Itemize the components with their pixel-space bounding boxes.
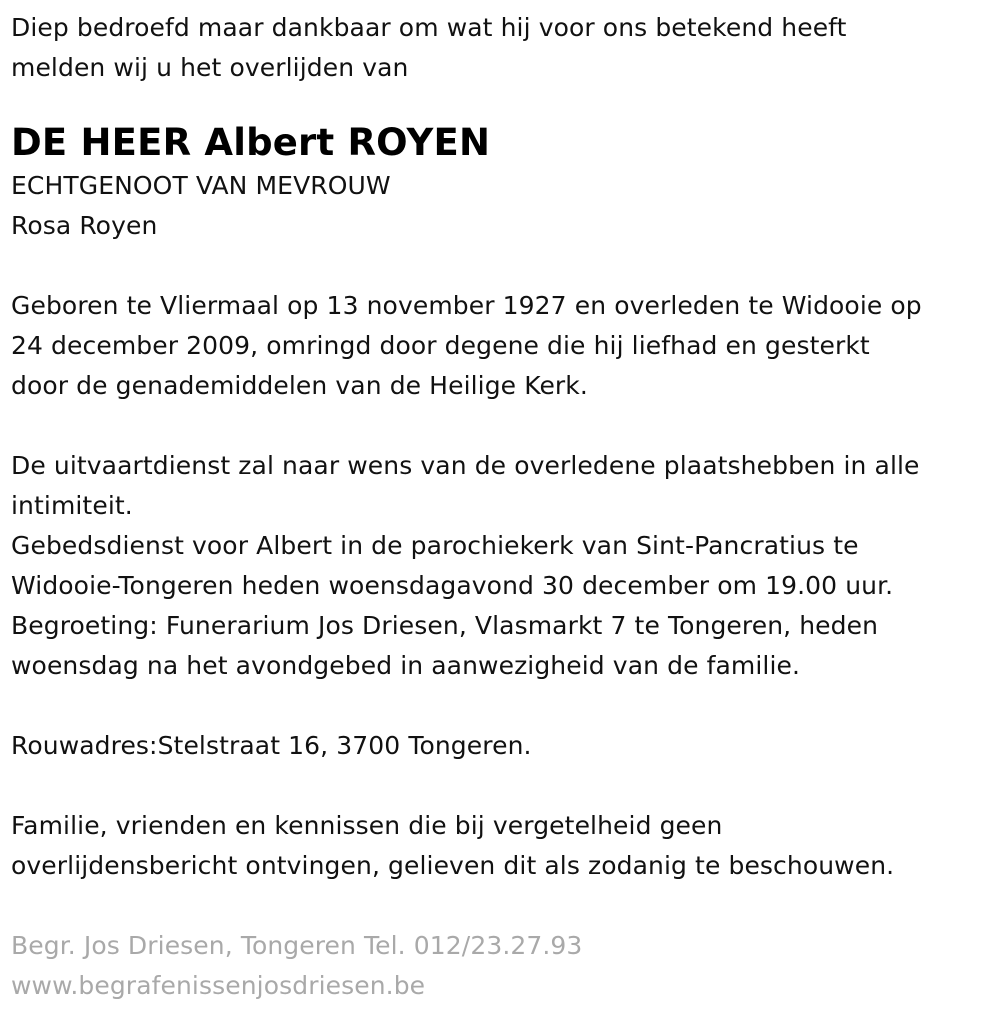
ceremony-text: woensdag na het avondgebed in aanwezigheid van de familie. — [11, 651, 801, 680]
ceremony-section — [11, 446, 1000, 686]
spacer — [11, 766, 1000, 806]
ceremony-text: De uitvaartdienst zal naar wens van de overledene plaatshebben in alle — [11, 451, 920, 480]
birth-death-section — [11, 286, 1000, 406]
footer-section — [11, 926, 1000, 1006]
birth-death-text: door de genademiddelen van de Heilige Kerk. — [11, 371, 588, 400]
deceased-name: DE HEER Albert ROYEN — [11, 121, 491, 164]
intro-section — [11, 8, 1000, 88]
funeral-director-contact: Begr. Jos Driesen, Tongeren Tel. 012/23.27.93 — [11, 931, 583, 960]
intro-text: Diep bedroefd maar dankbaar om wat hij voor ons betekend heeft — [11, 13, 847, 42]
birth-death-text: 24 december 2009, omringd door degene die hij liefhad en gesterkt — [11, 331, 870, 360]
spacer — [11, 406, 1000, 446]
deceased-section — [11, 120, 1000, 246]
address-section — [11, 726, 1000, 766]
spacer — [11, 686, 1000, 726]
relation-text: ECHTGENOOT VAN MEVROUW — [11, 171, 391, 200]
spouse-name: Rosa Royen — [11, 211, 158, 240]
ceremony-text: Gebedsdienst voor Albert in de parochiekerk van Sint-Pancratius te — [11, 531, 859, 560]
mourning-address: Rouwadres:Stelstraat 16, 3700 Tongeren. — [11, 731, 532, 760]
spacer — [11, 886, 1000, 926]
notice-section — [11, 806, 1000, 886]
ceremony-text: Begroeting: Funerarium Jos Driesen, Vlasmarkt 7 te Tongeren, heden — [11, 611, 879, 640]
ceremony-text: Widooie-Tongeren heden woensdagavond 30 december om 19.00 uur. — [11, 571, 894, 600]
notice-text: Familie, vrienden en kennissen die bij vergetelheid geen — [11, 811, 723, 840]
birth-death-text: Geboren te Vliermaal op 13 november 1927 en overleden te Widooie op — [11, 291, 922, 320]
notice-text: overlijdensbericht ontvingen, gelieven dit als zodanig te beschouwen. — [11, 851, 895, 880]
website-link[interactable]: www.begrafenissenjosdriesen.be — [11, 971, 426, 1000]
intro-text: melden wij u het overlijden van — [11, 53, 409, 82]
ceremony-text: intimiteit. — [11, 491, 133, 520]
spacer — [11, 246, 1000, 286]
